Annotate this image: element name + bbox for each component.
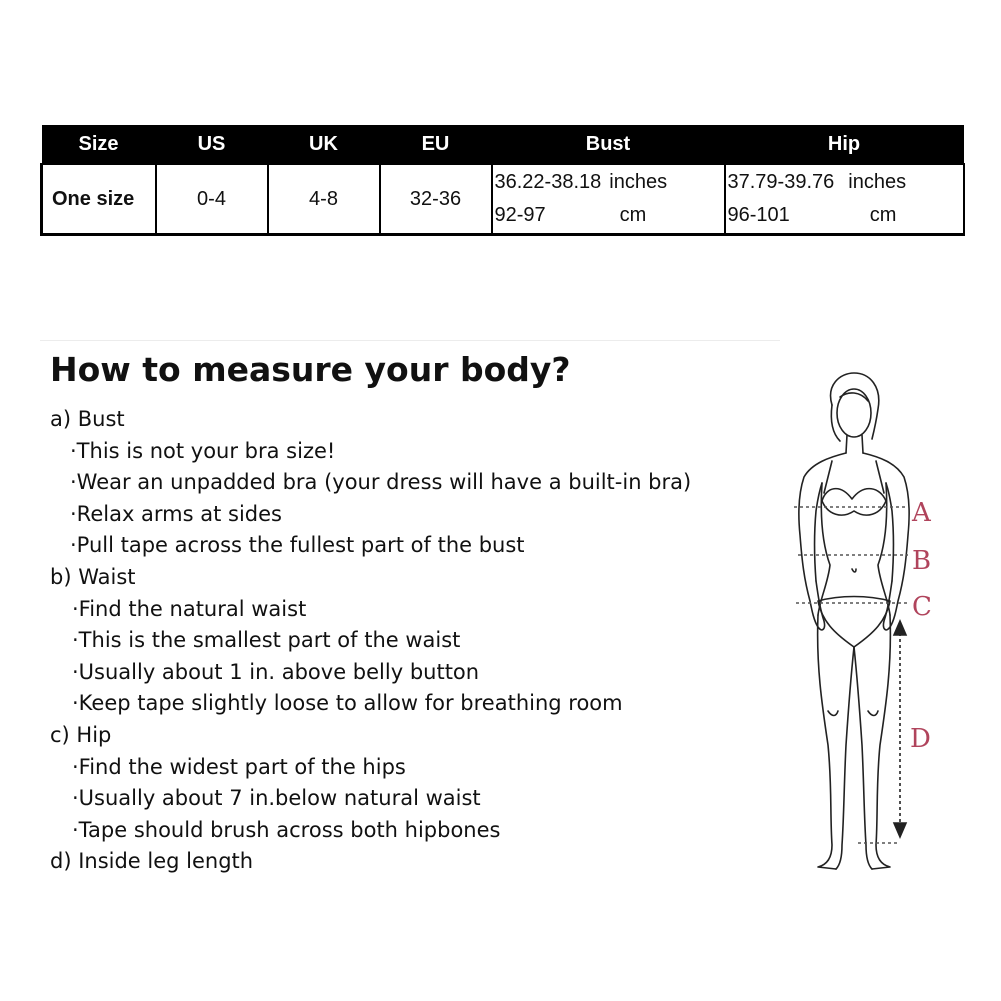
body-measurement-figure	[770, 365, 970, 885]
list-item: ·Usually about 7 in.below natural waist	[72, 786, 481, 811]
cell-bust	[492, 164, 725, 235]
section-bust-heading: a) Bust	[50, 407, 125, 431]
section-waist-heading: b) Waist	[50, 564, 136, 589]
header-uk: UK	[268, 125, 380, 164]
hip-inches-unit: inches	[848, 170, 907, 193]
label-d: D	[910, 724, 931, 754]
label-a: A	[912, 498, 931, 528]
list-item: ·Pull tape across the fullest part of the bust	[70, 533, 525, 558]
cell-size: One size	[42, 164, 156, 235]
section-divider	[40, 340, 780, 341]
hip-cm-unit: cm	[869, 203, 897, 226]
cell-us: 0-4	[156, 164, 268, 235]
label-c: C	[912, 592, 932, 622]
body-outline-illustration	[799, 373, 909, 869]
cell-eu: 32-36	[380, 164, 492, 235]
hip-inches-value: 37.79-39.76	[727, 170, 835, 193]
header-eu: EU	[380, 125, 492, 164]
cell-hip	[725, 164, 964, 235]
hip-cm-value: 96-101	[727, 203, 790, 226]
header-us: US	[156, 125, 268, 164]
list-item: ·Keep tape slightly loose to allow for breathing room	[72, 691, 623, 716]
header-size: Size	[42, 125, 156, 164]
table-header-row	[42, 125, 964, 164]
list-item: ·This is the smallest part of the waist	[72, 628, 461, 653]
size-chart-table	[40, 125, 965, 236]
header-hip: Hip	[725, 125, 964, 164]
section-inside-leg-heading: d) Inside leg length	[50, 849, 254, 874]
hip-cm-line	[728, 199, 963, 231]
measurement-instructions	[50, 404, 770, 878]
bust-cm-unit: cm	[619, 203, 647, 226]
list-item: ·Wear an unpadded bra (your dress will have a built-in bra)	[70, 470, 692, 495]
list-item: ·Relax arms at sides	[70, 501, 282, 526]
section-hip-heading: c) Hip	[50, 722, 112, 747]
inside-leg-arrow	[894, 621, 906, 837]
list-item: ·Tape should brush across both hipbones	[72, 817, 501, 842]
bust-inches-unit: inches	[609, 170, 668, 193]
table-row	[42, 164, 964, 235]
bust-inches-line	[495, 165, 724, 199]
list-item: ·Find the natural waist	[72, 596, 307, 621]
list-item: ·This is not your bra size!	[70, 438, 336, 463]
bust-inches-value: 36.22-38.18	[494, 170, 602, 193]
bust-cm-line	[495, 199, 724, 231]
header-bust: Bust	[492, 125, 725, 164]
list-item: ·Find the widest part of the hips	[72, 754, 406, 779]
hip-inches-line	[728, 165, 963, 199]
bust-cm-value: 92-97	[494, 203, 546, 226]
cell-uk: 4-8	[268, 164, 380, 235]
list-item: ·Usually about 1 in. above belly button	[72, 659, 480, 684]
guide-title: How to measure your body?	[50, 350, 571, 389]
label-b: B	[912, 546, 932, 576]
